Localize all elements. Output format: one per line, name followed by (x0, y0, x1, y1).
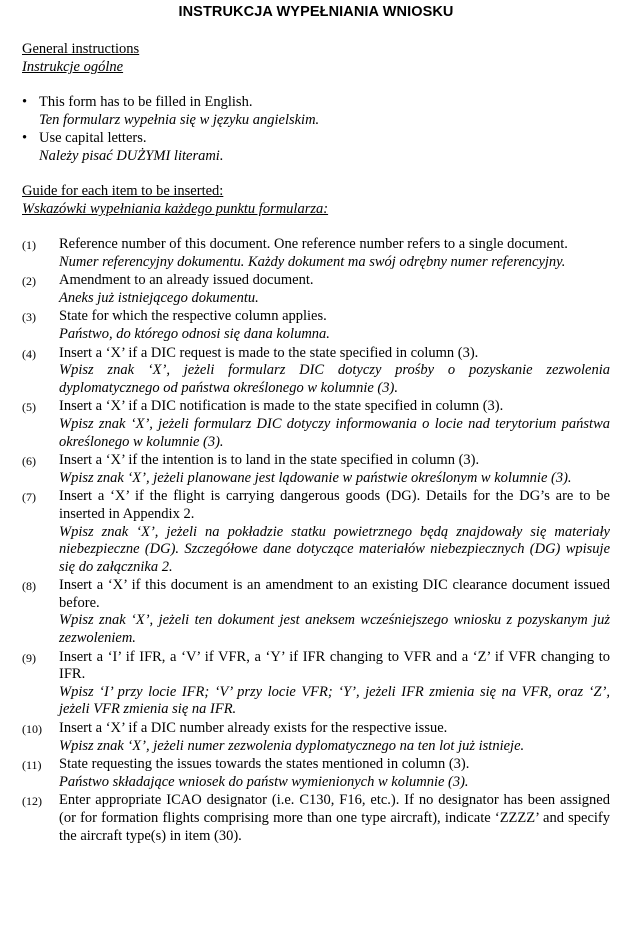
item-text-en: Insert a ‘X’ if a DIC request is made to the state specified in column (3). (59, 344, 479, 361)
item-number: (4) (22, 346, 36, 361)
item-number: (9) (22, 650, 36, 665)
item-number: (11) (22, 758, 42, 773)
item-text-en: Amendment to an already issued document. (59, 272, 314, 289)
guide-item (22, 398, 610, 451)
item-text-pl: Wpisz znak ‘X’, jeżeli formularz DIC dotyczy informowania o locie nad terytorium państwa określonego w kolumnie (3). (59, 415, 610, 450)
guide-heading-pl: Wskazówki wypełniania każdego punktu formularza: (22, 201, 329, 217)
general-heading-pl: Instrukcje ogólne (22, 59, 124, 75)
bullet-item (22, 129, 610, 165)
document-title: INSTRUKCJA WYPEŁNIANIA WNIOSKU (178, 4, 454, 20)
item-number: (10) (22, 722, 42, 737)
item-number: (1) (22, 238, 36, 252)
item-text-en: Insert a ‘X’ if the flight is carrying dangerous goods (DG). Details for the DG’s are to be inserted in Appendix 2. (59, 488, 610, 522)
item-text-en: Insert a ‘X’ if a DIC notification is made to the state specified in column (3). (59, 398, 504, 415)
guide-item (22, 756, 610, 791)
guide-item (22, 236, 610, 271)
item-number: (12) (22, 794, 42, 809)
item-text-en: State requesting the issues towards the states mentioned in column (3). (59, 756, 470, 773)
guide-heading (22, 182, 610, 218)
guide-heading-en: Guide for each item to be inserted: (22, 183, 224, 199)
item-text-en: Reference number of this document. One reference number refers to a single document. (59, 236, 568, 252)
item-number: (6) (22, 454, 36, 469)
guide-item (22, 577, 610, 647)
guide-item (22, 792, 610, 845)
item-text-en: State for which the respective column applies. (59, 308, 327, 325)
item-text-en: Insert a ‘X’ if this document is an amendment to an existing DIC clearance document issued before. (59, 577, 610, 611)
bullet-text-pl: Ten formularz wypełnia się w języku angielskim. (39, 112, 320, 128)
bullet-text-en: Use capital letters. (39, 130, 147, 146)
item-text-pl: Wpisz znak ‘X’, jeżeli formularz DIC dotyczy prośby o pozyskanie zezwolenia dyplomatycznego od państwa określonego w kolumnie (3). (59, 362, 610, 396)
guide-item (22, 452, 610, 487)
item-text-pl: Wpisz znak ‘X’, jeżeli na pokładzie statku powietrznego będą znajdowały się materiały niebezpieczne (DG). Szczegółowe dane dotyczące materiałów niebezpiecznych (DG) wpisuje się do załącznika 2. (59, 523, 610, 575)
item-text-en: Enter appropriate ICAO designator (i.e. C130, F16, etc.). If no designator has been assigned (or for formation flights comprising more than one type aircraft), indicate ‘ZZZZ’ and specify the aircraft type(s) in item (30). (59, 792, 610, 844)
general-instructions-heading (22, 40, 610, 76)
guide-item (22, 720, 610, 755)
item-number: (8) (22, 579, 36, 594)
item-number: (5) (22, 400, 36, 415)
bullet-item (22, 93, 610, 129)
item-text-en: Insert a ‘X’ if a DIC number already exists for the respective issue. (59, 720, 448, 737)
bullet-icon: • (22, 94, 28, 110)
general-heading-en: General instructions (22, 41, 140, 57)
item-text-pl: Wpisz znak ‘X’, jeżeli numer zezwolenia dyplomatycznego na ten lot już istnieje. (59, 737, 525, 754)
item-number: (7) (22, 490, 36, 505)
item-text-en: Insert a ‘I’ if IFR, a ‘V’ if VFR, a ‘Y’ if IFR changing to VFR and a ‘Z’ if VFR changing to IFR. (59, 648, 610, 683)
bullet-text-pl: Należy pisać DUŻYMI literami. (39, 148, 224, 164)
item-text-pl: Wpisz ‘I’ przy locie IFR; ‘V’ przy locie VFR; ‘Y’, jeżeli IFR zmienia się na VFR, oraz ‘Z’, jeżeli VFR zmienia się na IFR. (59, 683, 610, 718)
guide-item-list (22, 236, 610, 845)
item-text-pl: Numer referencyjny dokumentu. Każdy dokument ma swój odrębny numer referencyjny. (59, 253, 566, 270)
general-bullet-list (22, 93, 610, 165)
guide-item (22, 649, 610, 719)
item-text-pl: Wpisz znak ‘X’, jeżeli ten dokument jest aneksem wcześniejszego wniosku z pozyskanym już zezwoleniem. (59, 612, 610, 647)
item-number: (2) (22, 274, 36, 289)
guide-item (22, 308, 610, 343)
guide-item (22, 488, 610, 576)
item-number: (3) (22, 310, 36, 325)
item-text-pl: Wpisz znak ‘X’, jeżeli planowane jest lądowanie w państwie określonym w kolumnie (3). (59, 469, 572, 486)
item-text-en: Insert a ‘X’ if the intention is to land in the state specified in column (3). (59, 452, 480, 469)
item-text-pl: Państwo składające wniosek do państw wymienionych w kolumnie (3). (59, 773, 469, 790)
bullet-text-en: This form has to be filled in English. (39, 94, 253, 110)
guide-item (22, 345, 610, 398)
bullet-icon: • (22, 130, 28, 146)
item-text-pl: Państwo, do którego odnosi się dana kolumna. (59, 325, 330, 342)
item-text-pl: Aneks już istniejącego dokumentu. (59, 289, 259, 306)
guide-item (22, 272, 610, 307)
